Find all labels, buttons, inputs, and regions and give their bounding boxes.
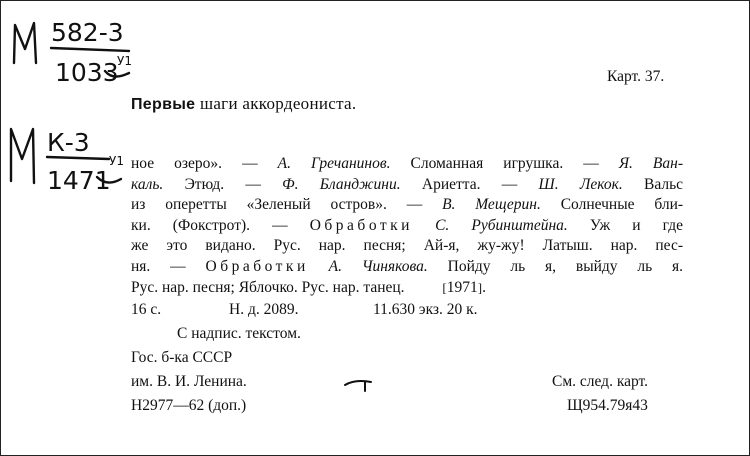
contents-line-4: ки. (Фокстрот). — Обработки С. Рубинштейна. Уж и где: [131, 216, 684, 234]
publication-year: [1971].: [442, 278, 486, 296]
classification-number: Щ954.79я43: [567, 397, 648, 414]
handwritten-tick: [341, 373, 381, 395]
library-line-2: им. В. И. Ленина.: [131, 373, 247, 390]
shelf-mark-letter-2: [11, 129, 34, 183]
title-bold: Первые: [131, 96, 196, 113]
title: [131, 94, 356, 114]
shelf-mark-bottom-2: 1471: [47, 166, 111, 195]
card-number: Карт. 37.: [607, 68, 665, 85]
contents-line-3: из оперетты «Зеленый остров». — В. Мещерин. Солнечные бли-: [131, 196, 684, 214]
order-number: Н2977—62 (доп.): [131, 397, 247, 414]
note: С надпис. текстом.: [177, 325, 301, 342]
shelf-mark-top-2: К-3: [47, 128, 90, 157]
contents-line-2: каль. Этюд. — Ф. Бланджини. Ариетта. — Ш. Лекок. Вальс: [131, 175, 684, 193]
library-line-1: Гос. б-ка СССР: [131, 349, 233, 366]
contents-line-6: ня. — Обработки А. Чинякова. Пойду ль я, выйду ль я.: [131, 257, 684, 275]
contents-line-7: Рус. нар. песня; Яблочко. Рус. нар. танец. [1971].: [131, 279, 683, 300]
title-rest: шаги аккордеониста.: [199, 94, 357, 113]
shelf-mark-bottom-1: 1033: [55, 58, 119, 87]
shelf-mark-letter-1: [14, 23, 36, 63]
see-next-card: См. след. карт.: [552, 373, 649, 390]
contents-note: [131, 155, 683, 299]
price-note: Н. д. 2089.: [229, 301, 299, 318]
shelf-mark-tail-2: У1: [109, 154, 124, 168]
shelf-mark-top-1: 582-3: [51, 18, 124, 47]
contents-line-5: же это видано. Рус. нар. песня; Ай-я, жу-жу! Латыш. нар. пес-: [131, 237, 683, 255]
page-count: 16 с.: [131, 301, 162, 318]
shelf-mark-tail-1: У1: [117, 54, 132, 68]
contents-line-1: ное озеро». — А. Гречанинов. Сломанная игрушка. — Я. Ван-: [131, 155, 683, 172]
copies-and-price: 11.630 экз. 20 к.: [373, 301, 478, 318]
